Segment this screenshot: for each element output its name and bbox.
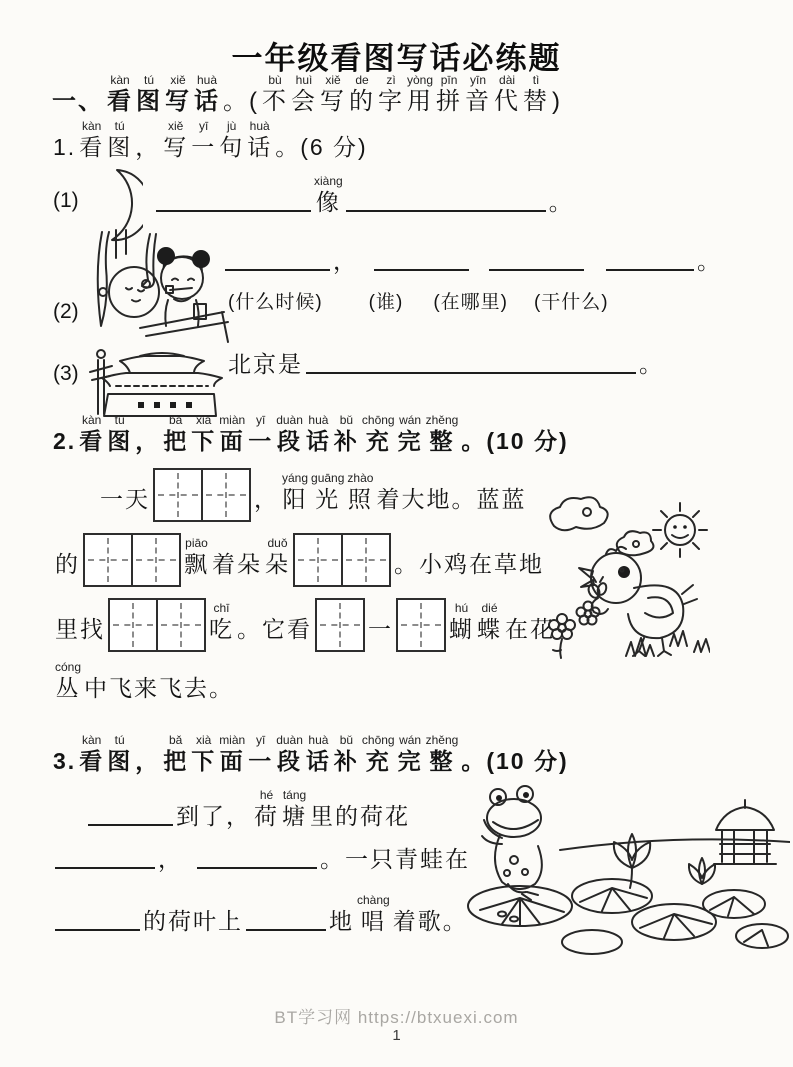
section1-heading xyxy=(52,73,562,116)
char: 丛 xyxy=(55,675,81,701)
pinyin-char xyxy=(349,73,375,116)
char: 。(10 分) xyxy=(461,748,569,774)
pinyin-char xyxy=(165,73,191,116)
pinyin-char xyxy=(107,73,133,116)
writing-boxes xyxy=(83,533,181,587)
char: 图 xyxy=(107,748,133,774)
char: 看 xyxy=(79,428,105,454)
writing-box xyxy=(396,598,446,652)
pinyin-char xyxy=(191,733,216,776)
text-run xyxy=(552,73,562,116)
pinyin: zhěng xyxy=(425,413,459,427)
char: ) xyxy=(552,88,563,115)
char: 下 xyxy=(191,748,217,774)
pinyin-char xyxy=(136,73,162,116)
pinyin-char xyxy=(79,119,104,162)
page-title: 一年级看图写话必练题 xyxy=(231,41,562,76)
text-run xyxy=(55,601,105,644)
answer-blank xyxy=(606,269,694,271)
pinyin-char xyxy=(219,733,245,776)
pinyin: yáng xyxy=(282,471,309,485)
writing-box xyxy=(156,598,206,652)
pinyin-char xyxy=(282,788,307,831)
pinyin-char xyxy=(163,119,188,162)
pinyin-char xyxy=(320,73,346,116)
item2-number: (2) xyxy=(53,300,79,323)
char: 2. xyxy=(53,428,77,454)
answer-blank xyxy=(88,824,173,826)
char: 1. xyxy=(53,134,77,160)
char: 一 xyxy=(248,428,274,454)
char: 把 xyxy=(163,428,189,454)
char: 完 xyxy=(397,428,423,454)
char: 。一只青蛙在 xyxy=(320,846,470,872)
char: ， xyxy=(135,428,161,454)
pinyin-char xyxy=(194,73,220,116)
pinyin-char xyxy=(407,73,433,116)
tiananmen-illustration xyxy=(82,336,234,424)
pinyin-char xyxy=(184,536,209,579)
char: 一 xyxy=(248,748,274,774)
hint-what: (干什么) xyxy=(533,292,609,313)
pinyin: kàn xyxy=(110,73,130,87)
char: 中飞来飞去。 xyxy=(84,675,235,701)
char: 里的荷花 xyxy=(310,803,410,829)
pinyin-char xyxy=(219,413,245,456)
text-run xyxy=(55,536,80,579)
pinyin: bǔ xyxy=(339,413,354,427)
char: 完 xyxy=(397,748,423,774)
char: ， xyxy=(135,748,161,774)
pinyin: piāo xyxy=(185,536,208,550)
char: 一 xyxy=(368,616,393,642)
hint-when: (什么时候) xyxy=(228,292,323,313)
pinyin: huà xyxy=(249,119,270,133)
girl-brushing-teeth-illustration xyxy=(82,228,234,344)
text-run xyxy=(228,350,303,379)
char: 塘 xyxy=(282,803,307,829)
question3-heading xyxy=(53,733,569,776)
char: 面 xyxy=(219,428,245,454)
text-run xyxy=(376,471,526,514)
pinyin: chōng xyxy=(361,413,395,427)
pinyin-char xyxy=(426,733,459,776)
pinyin: bǎ xyxy=(169,733,183,747)
char: 句 xyxy=(219,134,245,160)
pinyin: hú xyxy=(454,601,469,615)
char: 段 xyxy=(277,748,303,774)
page-number: 1 xyxy=(392,1027,401,1044)
text-run xyxy=(320,845,470,874)
footer-site-link: BT学习网 https://btxuexi.com xyxy=(274,1008,519,1027)
chick-meadow-illustration xyxy=(532,486,710,664)
pinyin: hé xyxy=(259,788,274,802)
char: 。 xyxy=(697,248,722,274)
pinyin-char xyxy=(477,601,502,644)
pinyin: yīn xyxy=(470,73,487,87)
writing-boxes xyxy=(396,598,446,652)
question2-line1 xyxy=(100,468,526,514)
pinyin-char xyxy=(107,119,132,162)
pinyin: xiě xyxy=(168,119,184,133)
text-run xyxy=(53,413,76,456)
text-run xyxy=(143,893,243,936)
char: 写 xyxy=(165,88,191,115)
pinyin-char xyxy=(55,660,81,703)
pinyin: kàn xyxy=(82,733,102,747)
char: 。 xyxy=(548,189,574,215)
text-run xyxy=(461,413,568,456)
pinyin: tú xyxy=(114,413,125,427)
pinyin-char xyxy=(314,174,343,217)
char: 。 xyxy=(639,351,664,377)
pinyin-char xyxy=(163,413,188,456)
char: 。(10 分) xyxy=(461,428,569,454)
text-run xyxy=(176,788,251,831)
pinyin-char xyxy=(362,733,395,776)
char: 地 xyxy=(329,908,354,934)
pinyin: zì xyxy=(386,73,396,87)
writing-boxes xyxy=(153,468,251,522)
text-run xyxy=(393,893,468,936)
pinyin-char xyxy=(254,788,279,831)
pinyin: chàng xyxy=(357,893,390,907)
char: 着朵 xyxy=(212,551,262,577)
text-run xyxy=(53,119,76,162)
pinyin-char xyxy=(426,413,459,456)
char: 像 xyxy=(315,189,341,215)
text-run xyxy=(333,247,358,276)
char: 荷 xyxy=(254,803,279,829)
answer-blank xyxy=(346,210,546,212)
answer-blank xyxy=(197,867,317,869)
char: 吃 xyxy=(209,616,234,642)
answer-blank xyxy=(489,269,584,271)
text-run xyxy=(549,174,574,217)
pinyin: tú xyxy=(114,733,125,747)
text-run xyxy=(223,73,259,116)
char: 光 xyxy=(315,486,341,512)
text-run xyxy=(254,471,279,514)
pinyin: de xyxy=(355,73,369,87)
pinyin: jù xyxy=(227,119,237,133)
pinyin-char xyxy=(107,733,132,776)
pinyin: dài xyxy=(499,73,516,87)
char: 一 xyxy=(191,134,217,160)
answer-blank xyxy=(225,269,330,271)
pinyin: guāng xyxy=(311,471,345,485)
char: 代 xyxy=(494,88,521,115)
char: 话 xyxy=(305,748,331,774)
pinyin-char xyxy=(191,119,216,162)
char: 面 xyxy=(219,748,245,774)
char: 一天 xyxy=(100,486,150,512)
question3-line3 xyxy=(55,893,468,936)
text-run xyxy=(310,788,410,831)
pinyin-char xyxy=(362,413,395,456)
question2-line3 xyxy=(55,598,555,644)
pinyin-char xyxy=(494,73,520,116)
pinyin-char xyxy=(276,733,303,776)
char: ， xyxy=(333,248,358,274)
char: 图 xyxy=(107,134,133,160)
answer-blank xyxy=(156,210,311,212)
char: 下 xyxy=(191,428,217,454)
char: 图 xyxy=(136,88,162,115)
pinyin: cóng xyxy=(55,660,82,674)
char: 。小鸡在草地 xyxy=(394,551,544,577)
char: 充 xyxy=(365,748,391,774)
writing-box xyxy=(293,533,343,587)
pinyin: duǒ xyxy=(267,536,288,550)
char: 照 xyxy=(347,486,373,512)
item1-number: (1) xyxy=(53,189,79,212)
pinyin-char xyxy=(276,413,303,456)
pinyin-char xyxy=(523,73,549,116)
text-run xyxy=(275,119,368,162)
answer-blank xyxy=(246,929,326,931)
pinyin: xià xyxy=(196,733,212,747)
pinyin: duàn xyxy=(276,413,303,427)
pinyin-char xyxy=(247,119,272,162)
writing-box xyxy=(108,598,158,652)
pinyin: wán xyxy=(399,733,422,747)
pinyin: yī xyxy=(199,119,209,133)
pinyin: chōng xyxy=(361,733,395,747)
text-run xyxy=(135,119,160,162)
question2-line4 xyxy=(55,660,234,703)
answer-blank xyxy=(55,929,140,931)
char: 不 xyxy=(262,88,288,115)
question3-line2 xyxy=(55,845,470,874)
pinyin: yī xyxy=(256,733,266,747)
pinyin: yòng xyxy=(407,73,434,87)
writing-box xyxy=(201,468,251,522)
text-run xyxy=(697,247,722,276)
item1-sentence-line xyxy=(156,174,574,217)
char: 整 xyxy=(429,428,455,454)
pinyin: bǎ xyxy=(169,413,183,427)
char: 。( xyxy=(223,88,259,115)
char: 阳 xyxy=(282,486,308,512)
text-run xyxy=(329,893,354,936)
char: 3. xyxy=(53,748,77,774)
writing-box xyxy=(153,468,203,522)
writing-boxes xyxy=(293,533,391,587)
pinyin-char xyxy=(79,413,104,456)
char: 话 xyxy=(194,88,220,115)
question2-line2 xyxy=(55,533,544,579)
text-run xyxy=(52,73,104,116)
char: 里找 xyxy=(55,616,105,642)
char: 看 xyxy=(107,88,133,115)
pinyin-char xyxy=(248,733,273,776)
char: 朵 xyxy=(265,551,290,577)
pinyin-char xyxy=(107,413,132,456)
answer-blank xyxy=(306,372,636,374)
text-run xyxy=(639,350,664,379)
pinyin-char xyxy=(209,601,234,644)
char: 着歌。 xyxy=(392,908,468,934)
char: 充 xyxy=(365,428,391,454)
pinyin-char xyxy=(378,73,404,116)
text-run xyxy=(158,845,183,874)
char: 飘 xyxy=(184,551,209,577)
char: 。(6 分) xyxy=(275,134,368,160)
char: 看 xyxy=(79,134,105,160)
pinyin: zhào xyxy=(347,471,374,485)
question3-line1 xyxy=(88,788,410,831)
writing-boxes xyxy=(108,598,206,652)
text-run xyxy=(368,601,393,644)
pinyin: chī xyxy=(213,601,230,615)
pinyin: bù xyxy=(268,73,282,87)
question1-heading xyxy=(53,119,368,162)
char: 在花 xyxy=(505,616,555,642)
char: 拼 xyxy=(436,88,463,115)
pinyin-char xyxy=(347,471,373,514)
text-run xyxy=(135,733,160,776)
pinyin-char xyxy=(398,413,423,456)
text-run xyxy=(100,471,150,514)
text-run xyxy=(237,601,312,644)
writing-boxes xyxy=(315,598,365,652)
pinyin: xiě xyxy=(170,73,186,87)
pinyin: dié xyxy=(481,601,498,615)
char: 用 xyxy=(407,88,434,115)
writing-box xyxy=(131,533,181,587)
pinyin-char xyxy=(248,413,273,456)
text-run xyxy=(84,660,234,703)
pinyin: táng xyxy=(282,788,307,802)
pinyin-char xyxy=(311,471,344,514)
item2-sentence-line xyxy=(225,247,722,276)
pinyin: miàn xyxy=(219,413,246,427)
question2-heading xyxy=(53,413,569,456)
pinyin-char xyxy=(449,601,474,644)
char: 会 xyxy=(291,88,317,115)
pinyin: xià xyxy=(196,413,212,427)
char: 话 xyxy=(305,428,331,454)
char: 看 xyxy=(79,748,105,774)
writing-box xyxy=(341,533,391,587)
pinyin-char xyxy=(191,413,216,456)
char: 图 xyxy=(107,428,133,454)
char: 唱 xyxy=(360,908,386,934)
pinyin-char xyxy=(398,733,423,776)
char: 蝶 xyxy=(477,616,502,642)
pinyin-char xyxy=(436,73,462,116)
char: 替 xyxy=(523,88,550,115)
char: 的 xyxy=(55,551,80,577)
pinyin: zhěng xyxy=(425,733,459,747)
text-run xyxy=(212,536,262,579)
pinyin: yī xyxy=(256,413,266,427)
text-run xyxy=(394,536,544,579)
pinyin: huì xyxy=(295,73,313,87)
char: ， xyxy=(158,846,183,872)
pinyin: huà xyxy=(308,733,329,747)
pinyin-char xyxy=(219,119,244,162)
char: 到了， xyxy=(176,803,251,829)
char: 字 xyxy=(378,88,404,115)
char: 整 xyxy=(429,748,455,774)
pinyin: bǔ xyxy=(339,733,354,747)
pinyin: kàn xyxy=(82,119,102,133)
pinyin: tú xyxy=(143,73,154,87)
pinyin-char xyxy=(282,471,308,514)
char: 音 xyxy=(465,88,492,115)
pinyin-char xyxy=(291,73,317,116)
pinyin-char xyxy=(306,733,331,776)
pinyin: miàn xyxy=(219,733,246,747)
char: 把 xyxy=(163,748,189,774)
char: 补 xyxy=(333,428,359,454)
char: 蝴 xyxy=(449,616,474,642)
writing-box xyxy=(315,598,365,652)
item3-sentence-line xyxy=(228,350,664,379)
pinyin-char xyxy=(163,733,188,776)
hint-who: (谁) xyxy=(368,292,404,313)
pinyin: wán xyxy=(399,413,422,427)
answer-blank xyxy=(374,269,469,271)
char: 补 xyxy=(333,748,359,774)
char: 北京是 xyxy=(228,351,303,377)
char: 。它看 xyxy=(237,616,312,642)
char: 的 xyxy=(349,88,375,115)
char: ， xyxy=(254,486,279,512)
pinyin: tú xyxy=(114,119,125,133)
writing-box xyxy=(83,533,133,587)
answer-blank xyxy=(55,867,155,869)
text-run xyxy=(135,413,160,456)
text-run xyxy=(53,733,76,776)
hint-where: (在哪里) xyxy=(433,292,508,313)
pinyin-char xyxy=(334,733,359,776)
text-run xyxy=(461,733,568,776)
pinyin: duàn xyxy=(276,733,303,747)
char: 写 xyxy=(163,134,189,160)
pinyin-char xyxy=(465,73,491,116)
frog-lotus-pond-illustration xyxy=(462,776,790,958)
pinyin: pīn xyxy=(440,73,458,87)
pinyin: tì xyxy=(532,73,540,87)
pinyin-char xyxy=(334,413,359,456)
pinyin-char xyxy=(357,893,390,936)
pinyin-char xyxy=(306,413,331,456)
item3-number: (3) xyxy=(53,362,79,385)
char: 写 xyxy=(320,88,346,115)
pinyin: kàn xyxy=(82,413,102,427)
pinyin-char xyxy=(265,536,290,579)
char: 一、 xyxy=(52,88,104,115)
char: 着大地。蓝蓝 xyxy=(376,486,527,512)
char: 的荷叶上 xyxy=(143,908,243,934)
pinyin: huà xyxy=(196,73,218,87)
pinyin: huà xyxy=(308,413,329,427)
char: 话 xyxy=(247,134,273,160)
item2-hint-labels xyxy=(228,287,609,314)
pinyin: xiě xyxy=(325,73,341,87)
char: ， xyxy=(135,134,161,160)
pinyin-char xyxy=(262,73,288,116)
pinyin: xiàng xyxy=(314,174,343,188)
char: 段 xyxy=(277,428,303,454)
pinyin-char xyxy=(79,733,104,776)
